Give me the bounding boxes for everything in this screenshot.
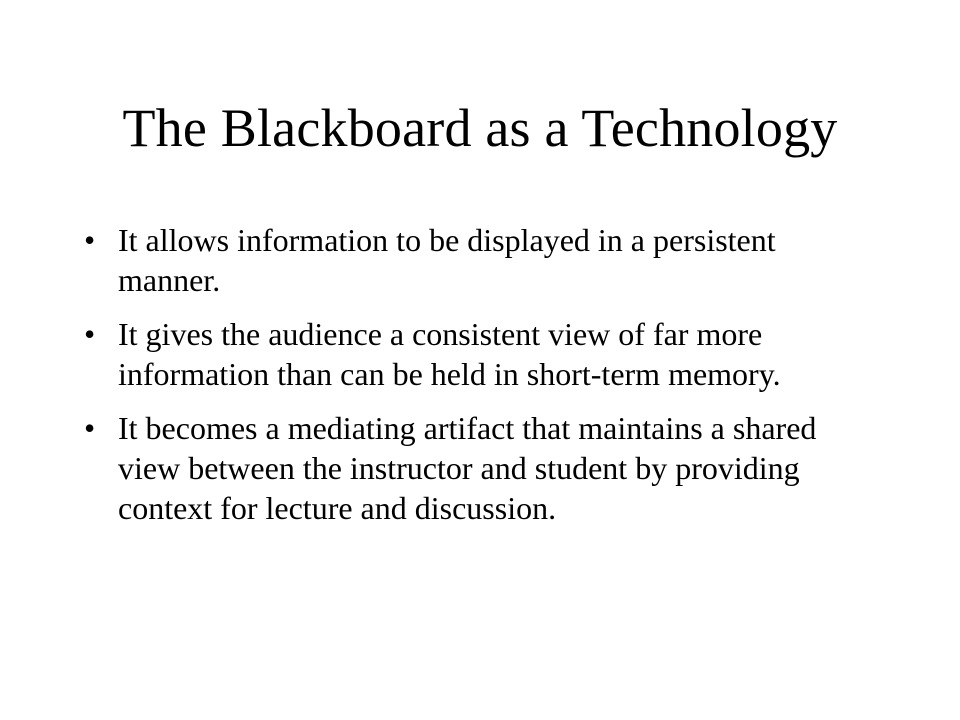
bullet-icon: • [84,222,96,258]
bullet-text: It allows information to be displayed in a persistent manner. [118,222,776,298]
bullet-text: It becomes a mediating artifact that maintains a shared view between the instructor and student by providing context for lecture and discussion. [118,410,817,526]
bullet-item [84,408,884,528]
bullet-icon: • [84,316,96,352]
bullet-icon: • [84,410,96,446]
bullet-item [84,314,884,394]
bullet-text: It gives the audience a consistent view of far more information than can be held in short-term memory. [118,316,781,392]
slide-title: The Blackboard as a Technology [122,98,838,158]
bullet-list [84,220,884,542]
bullet-item [84,220,884,300]
